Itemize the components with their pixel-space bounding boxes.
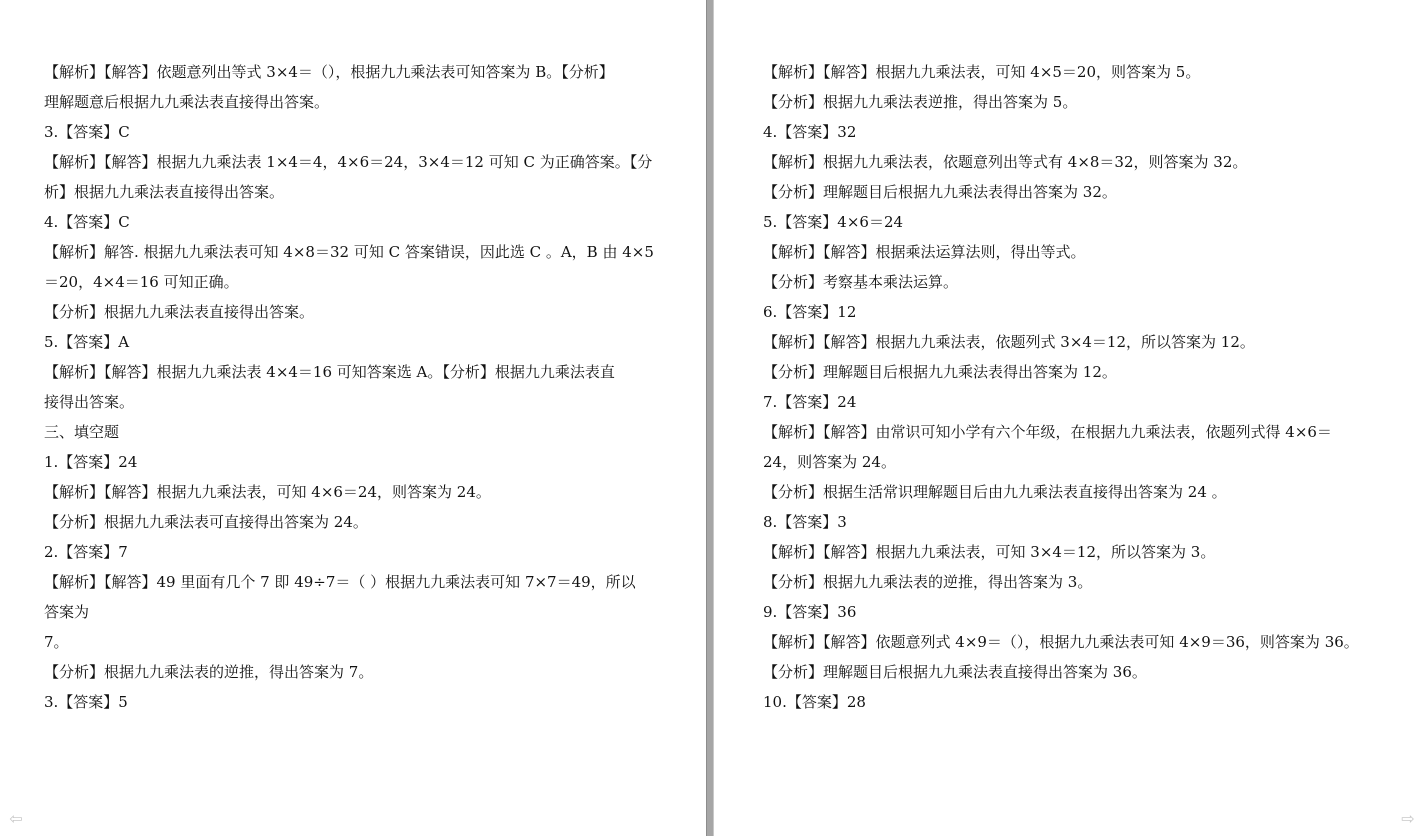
- text-line: 10.【答案】28: [763, 693, 866, 711]
- text-line: 9.【答案】36: [763, 603, 857, 621]
- text-line: 【分析】理解题目后根据九九乘法表得出答案为 32。: [763, 183, 1117, 201]
- text-line: 4.【答案】C: [44, 213, 130, 231]
- next-page-arrow-icon[interactable]: ⇨: [1401, 809, 1415, 828]
- text-line: 【解析】【解答】根据九九乘法表，可知 4×5＝20，则答案为 5。: [763, 63, 1201, 81]
- text-line: 4.【答案】32: [763, 123, 857, 141]
- text-line: 2.【答案】7: [44, 543, 128, 561]
- text-line: ＝20，4×4＝16 可知正确。: [44, 273, 239, 291]
- text-line: 【解析】【解答】根据九九乘法表 1×4＝4，4×6＝24，3×4＝12 可知 C 为正确答案。【分: [44, 153, 653, 171]
- text-line: 理解题意后根据九九乘法表直接得出答案。: [44, 93, 330, 111]
- text-line: 【解析】【解答】49 里面有几个 7 即 49÷7＝（ ）根据九九乘法表可知 7×7＝49，所以: [44, 573, 636, 591]
- text-line: 5.【答案】A: [44, 333, 130, 351]
- previous-page-arrow-icon[interactable]: ⇦: [9, 809, 23, 828]
- text-line: 【解析】【解答】由常识可知小学有六个年级，在根据九九乘法表，依题列式得 4×6＝: [763, 423, 1332, 441]
- text-line: 【分析】根据九九乘法表的逆推，得出答案为 7。: [44, 663, 374, 681]
- text-line: 24，则答案为 24。: [763, 453, 896, 471]
- text-line: 【解析】【解答】根据乘法运算法则，得出等式。: [763, 243, 1086, 261]
- text-line: 【解析】【解答】依题意列出等式 3×4＝（），根据九九乘法表可知答案为 B。【分析】: [44, 63, 614, 81]
- text-line: 【解析】【解答】根据九九乘法表 4×4＝16 可知答案选 A。【分析】根据九九乘法表直: [44, 363, 615, 381]
- text-line: 3.【答案】C: [44, 123, 130, 141]
- text-line: 【分析】根据九九乘法表直接得出答案。: [44, 303, 315, 321]
- left-page-text: [44, 57, 674, 717]
- text-line: 答案为: [44, 603, 90, 621]
- text-line: 7。: [44, 633, 69, 651]
- text-line: 接得出答案。: [44, 393, 135, 411]
- text-line: 6.【答案】12: [763, 303, 857, 321]
- text-line: 【分析】理解题目后根据九九乘法表直接得出答案为 36。: [763, 663, 1147, 681]
- text-line: 【解析】【解答】根据九九乘法表，可知 4×6＝24，则答案为 24。: [44, 483, 491, 501]
- text-line: 【解析】【解答】依题意列式 4×9＝（），根据九九乘法表可知 4×9＝36，则答案为 36。: [763, 633, 1359, 651]
- text-line: 【解析】【解答】根据九九乘法表，可知 3×4＝12，所以答案为 3。: [763, 543, 1216, 561]
- text-line: 8.【答案】3: [763, 513, 847, 531]
- text-line: 【分析】根据九九乘法表逆推，得出答案为 5。: [763, 93, 1078, 111]
- text-line: 【分析】根据九九乘法表的逆推，得出答案为 3。: [763, 573, 1093, 591]
- text-line: 3.【答案】5: [44, 693, 128, 711]
- text-line: 5.【答案】4×6＝24: [763, 213, 904, 231]
- text-line: 【分析】理解题目后根据九九乘法表得出答案为 12。: [763, 363, 1117, 381]
- text-line: 【解析】解答. 根据九九乘法表可知 4×8＝32 可知 C 答案错误，因此选 C 。A，B 由 4×5: [44, 243, 654, 261]
- text-line: 【解析】【解答】根据九九乘法表，依题列式 3×4＝12，所以答案为 12。: [763, 333, 1255, 351]
- page-divider: [706, 0, 714, 836]
- text-line: 【分析】根据九九乘法表可直接得出答案为 24。: [44, 513, 368, 531]
- text-line: 1.【答案】24: [44, 453, 138, 471]
- right-page-text: [763, 57, 1403, 717]
- text-line: 三、填空题: [44, 423, 120, 441]
- right-page: [714, 0, 1424, 836]
- text-line: 7.【答案】24: [763, 393, 857, 411]
- text-line: 【分析】考察基本乘法运算。: [763, 273, 959, 291]
- text-line: 析】根据九九乘法表直接得出答案。: [44, 183, 285, 201]
- text-line: 【解析】根据九九乘法表，依题意列出等式有 4×8＝32，则答案为 32。: [763, 153, 1248, 171]
- text-line: 【分析】根据生活常识理解题目后由九九乘法表直接得出答案为 24 。: [763, 483, 1227, 501]
- left-page: [0, 0, 706, 836]
